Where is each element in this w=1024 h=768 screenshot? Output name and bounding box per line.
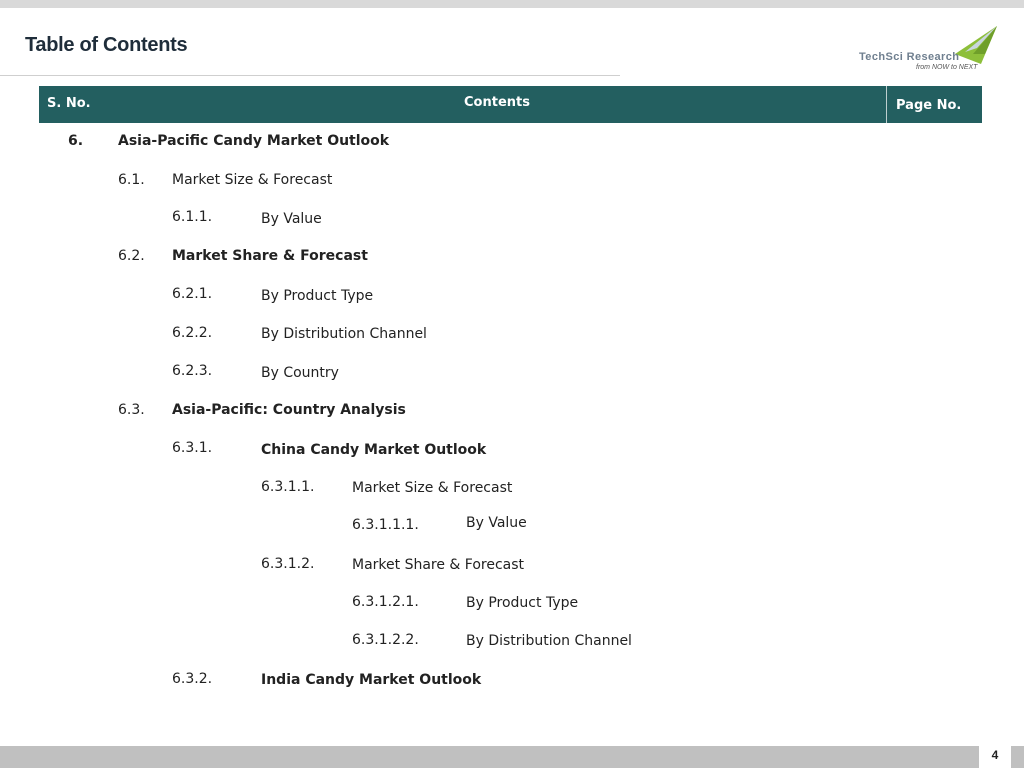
toc-entry: By Distribution Channel xyxy=(466,633,632,649)
toc-num: 6.3.1.2.1. xyxy=(352,594,419,610)
toc-num: 6.3.1.1. xyxy=(261,479,315,495)
logo-word-first: TechSci xyxy=(859,51,904,63)
toc-entry: India Candy Market Outlook xyxy=(261,672,482,688)
footer-bar xyxy=(0,746,1024,768)
toc-num: 6. xyxy=(68,133,84,149)
toc-num: 6.3.1.1.1. xyxy=(352,517,419,533)
header-contents: Contents xyxy=(464,95,530,110)
toc-entry: Market Share & Forecast xyxy=(352,557,525,573)
top-strip xyxy=(0,0,1024,8)
toc-entry: By Value xyxy=(261,211,322,227)
toc-entry: Market Size & Forecast xyxy=(352,480,513,496)
toc-num: 6.1. xyxy=(118,172,145,188)
toc-num: 6.2.3. xyxy=(172,363,213,379)
toc-entry: By Distribution Channel xyxy=(261,326,427,342)
logo-wordmark xyxy=(859,51,959,63)
title-divider xyxy=(0,75,620,76)
table-header xyxy=(39,86,982,123)
page-number: 4 xyxy=(979,742,1011,768)
toc-entry: Market Size & Forecast xyxy=(172,172,333,188)
toc-entry: China Candy Market Outlook xyxy=(261,442,487,458)
logo-word-second: Research xyxy=(906,51,960,63)
toc-num: 6.2. xyxy=(118,248,145,264)
header-sno: S. No. xyxy=(47,96,91,111)
header-page-no: Page No. xyxy=(896,98,962,113)
toc-entry: Asia-Pacific Candy Market Outlook xyxy=(118,133,390,149)
page-title: Table of Contents xyxy=(25,34,188,56)
toc-entry: Asia-Pacific: Country Analysis xyxy=(172,402,406,418)
toc-num: 6.3.1.2. xyxy=(261,556,315,572)
toc-num: 6.3.1. xyxy=(172,440,213,456)
toc-num: 6.3. xyxy=(118,402,145,418)
toc-num: 6.2.2. xyxy=(172,325,213,341)
techsci-logo xyxy=(856,24,1001,74)
toc-entry: By Country xyxy=(261,365,339,381)
toc-entry: Market Share & Forecast xyxy=(172,248,368,264)
toc-entry: By Product Type xyxy=(466,595,579,611)
logo-tagline: from NOW to NEXT xyxy=(916,64,978,71)
toc-entry: By Product Type xyxy=(261,288,374,304)
toc-num: 6.3.1.2.2. xyxy=(352,632,419,648)
toc-num: 6.1.1. xyxy=(172,209,213,225)
header-separator xyxy=(886,86,887,123)
toc-num: 6.2.1. xyxy=(172,286,213,302)
toc-entry: By Value xyxy=(466,515,527,531)
toc-num: 6.3.2. xyxy=(172,671,213,687)
